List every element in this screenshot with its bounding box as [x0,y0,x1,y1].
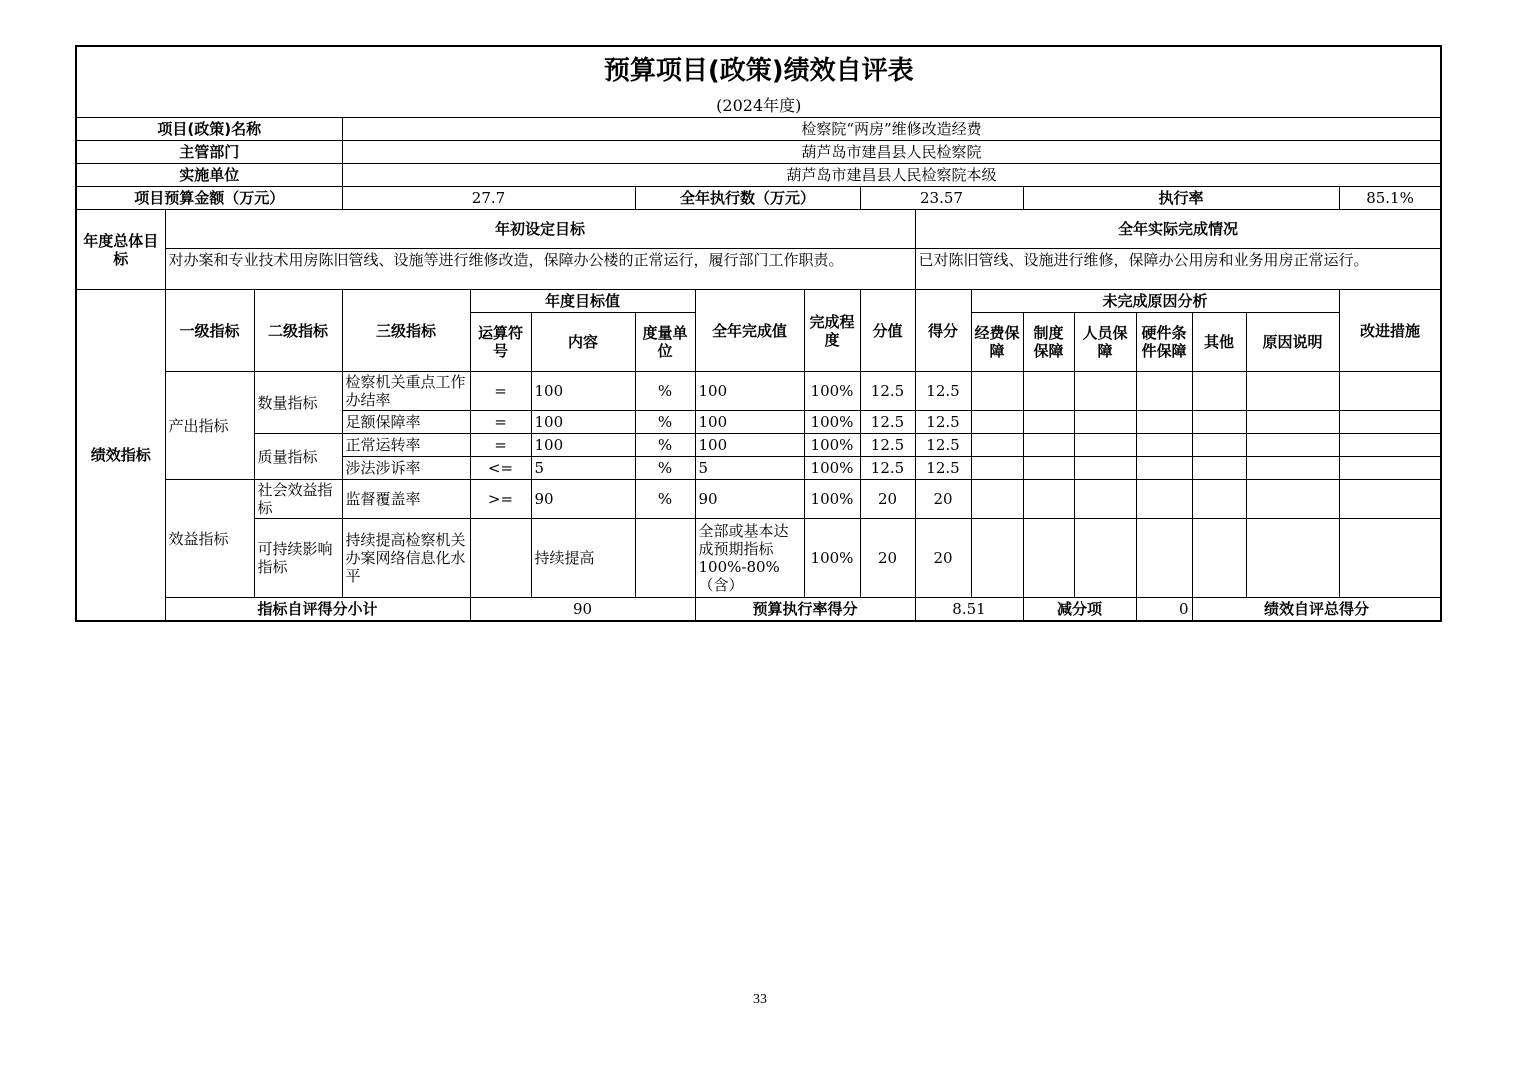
header-content: 内容 [531,313,635,372]
indicator-value: 12.5 [860,372,915,411]
executed-value: 23.57 [860,187,1023,210]
actual-goal-text: 已对陈旧管线、设施进行维修，保障办公用房和业务用房正常运行。 [915,249,1441,290]
indicator-degree: 100% [804,480,860,519]
indicator-name: 持续提高检察机关办案网络信息化水平 [342,519,470,598]
group-quality: 质量指标 [254,434,342,480]
indicator-score: 12.5 [915,457,971,480]
indicator-operator: = [470,434,531,457]
indicator-actual: 100 [695,372,804,411]
indicator-score: 12.5 [915,434,971,457]
indicator-actual: 90 [695,480,804,519]
indicators-section-label: 绩效指标 [76,290,165,622]
indicator-score: 20 [915,519,971,598]
budget-value: 27.7 [342,187,635,210]
project-name: 检察院“两房”维修改造经费 [342,118,1441,141]
header-level3: 三级指标 [342,290,470,372]
initial-goal-text: 对办案和专业技术用房陈旧管线、设施等进行维修改造，保障办公楼的正常运行，履行部门工作职责。 [165,249,915,290]
budget-label: 项目预算金额（万元） [76,187,342,210]
indicator-content: 5 [531,457,635,480]
indicator-name: 检察机关重点工作办结率 [342,372,470,411]
indicator-score: 20 [915,480,971,519]
annual-goal-label: 年度总体目标 [76,210,165,290]
indicator-operator: >= [470,480,531,519]
indicator-name: 正常运转率 [342,434,470,457]
indicator-value: 12.5 [860,434,915,457]
indicator-unit: % [635,372,695,411]
dept: 葫芦岛市建昌县人民检察院 [342,141,1441,164]
exec-score-label: 预算执行率得分 [695,598,915,622]
indicator-value: 20 [860,480,915,519]
indicator-content: 90 [531,480,635,519]
header-degree: 完成程度 [804,290,860,372]
indicator-score: 12.5 [915,411,971,434]
header-score-value: 分值 [860,290,915,372]
deduct-value: 0 [1136,598,1192,622]
indicator-degree: 100% [804,372,860,411]
header-reason-system: 制度保障 [1023,313,1074,372]
indicator-content: 持续提高 [531,519,635,598]
indicator-degree: 100% [804,457,860,480]
header-reason-fund: 经费保障 [971,313,1023,372]
header-unit: 度量单位 [635,313,695,372]
rate-value: 85.1% [1339,187,1441,210]
group-sustain: 可持续影响指标 [254,519,342,598]
unit-label: 实施单位 [76,164,342,187]
indicator-actual: 全部或基本达成预期指标100%-80%（含） [695,519,804,598]
indicator-name: 足额保障率 [342,411,470,434]
dept-label: 主管部门 [76,141,342,164]
indicator-content: 100 [531,372,635,411]
header-reason-staff: 人员保障 [1074,313,1136,372]
header-actual: 全年完成值 [695,290,804,372]
indicator-unit [635,519,695,598]
executed-label: 全年执行数（万元） [635,187,860,210]
header-reason-hardware: 硬件条件保障 [1136,313,1192,372]
group-benefit: 效益指标 [165,480,254,598]
header-improve: 改进措施 [1339,290,1441,372]
group-output: 产出指标 [165,372,254,480]
indicator-operator: = [470,411,531,434]
indicator-degree: 100% [804,519,860,598]
header-reason-group: 未完成原因分析 [971,290,1339,313]
group-social: 社会效益指标 [254,480,342,519]
subtotal-label: 指标自评得分小计 [165,598,470,622]
self-evaluation-table [75,45,1442,622]
indicator-actual: 100 [695,411,804,434]
actual-goal-header: 全年实际完成情况 [915,210,1441,249]
indicator-content: 100 [531,434,635,457]
page-title: 预算项目(政策)绩效自评表 [76,46,1441,95]
header-reason-other: 其他 [1192,313,1246,372]
indicator-degree: 100% [804,411,860,434]
header-reason-desc: 原因说明 [1246,313,1339,372]
subtotal-value: 90 [470,598,695,622]
indicator-actual: 100 [695,434,804,457]
header-operator: 运算符号 [470,313,531,372]
unit: 葫芦岛市建昌县人民检察院本级 [342,164,1441,187]
header-score: 得分 [915,290,971,372]
indicator-name: 涉法涉诉率 [342,457,470,480]
indicator-actual: 5 [695,457,804,480]
indicator-value: 12.5 [860,411,915,434]
indicator-score: 12.5 [915,372,971,411]
exec-score-value: 8.51 [915,598,1023,622]
deduct-label: 减分项 [1023,598,1136,622]
rate-label: 执行率 [1023,187,1339,210]
indicator-unit: % [635,457,695,480]
indicator-content: 100 [531,411,635,434]
group-quantity: 数量指标 [254,372,342,434]
indicator-operator: = [470,372,531,411]
indicator-degree: 100% [804,434,860,457]
indicator-operator [470,519,531,598]
page-number: 33 [753,992,767,1007]
indicator-value: 12.5 [860,457,915,480]
fiscal-year: (2024年度) [76,95,1441,118]
header-level1: 一级指标 [165,290,254,372]
indicator-unit: % [635,480,695,519]
header-target-group: 年度目标值 [470,290,695,313]
project-name-label: 项目(政策)名称 [76,118,342,141]
indicator-unit: % [635,434,695,457]
total-score-label: 绩效自评总得分 [1192,598,1441,622]
indicator-operator: <= [470,457,531,480]
initial-goal-header: 年初设定目标 [165,210,915,249]
indicator-value: 20 [860,519,915,598]
indicator-unit: % [635,411,695,434]
indicator-name: 监督覆盖率 [342,480,470,519]
header-level2: 二级指标 [254,290,342,372]
